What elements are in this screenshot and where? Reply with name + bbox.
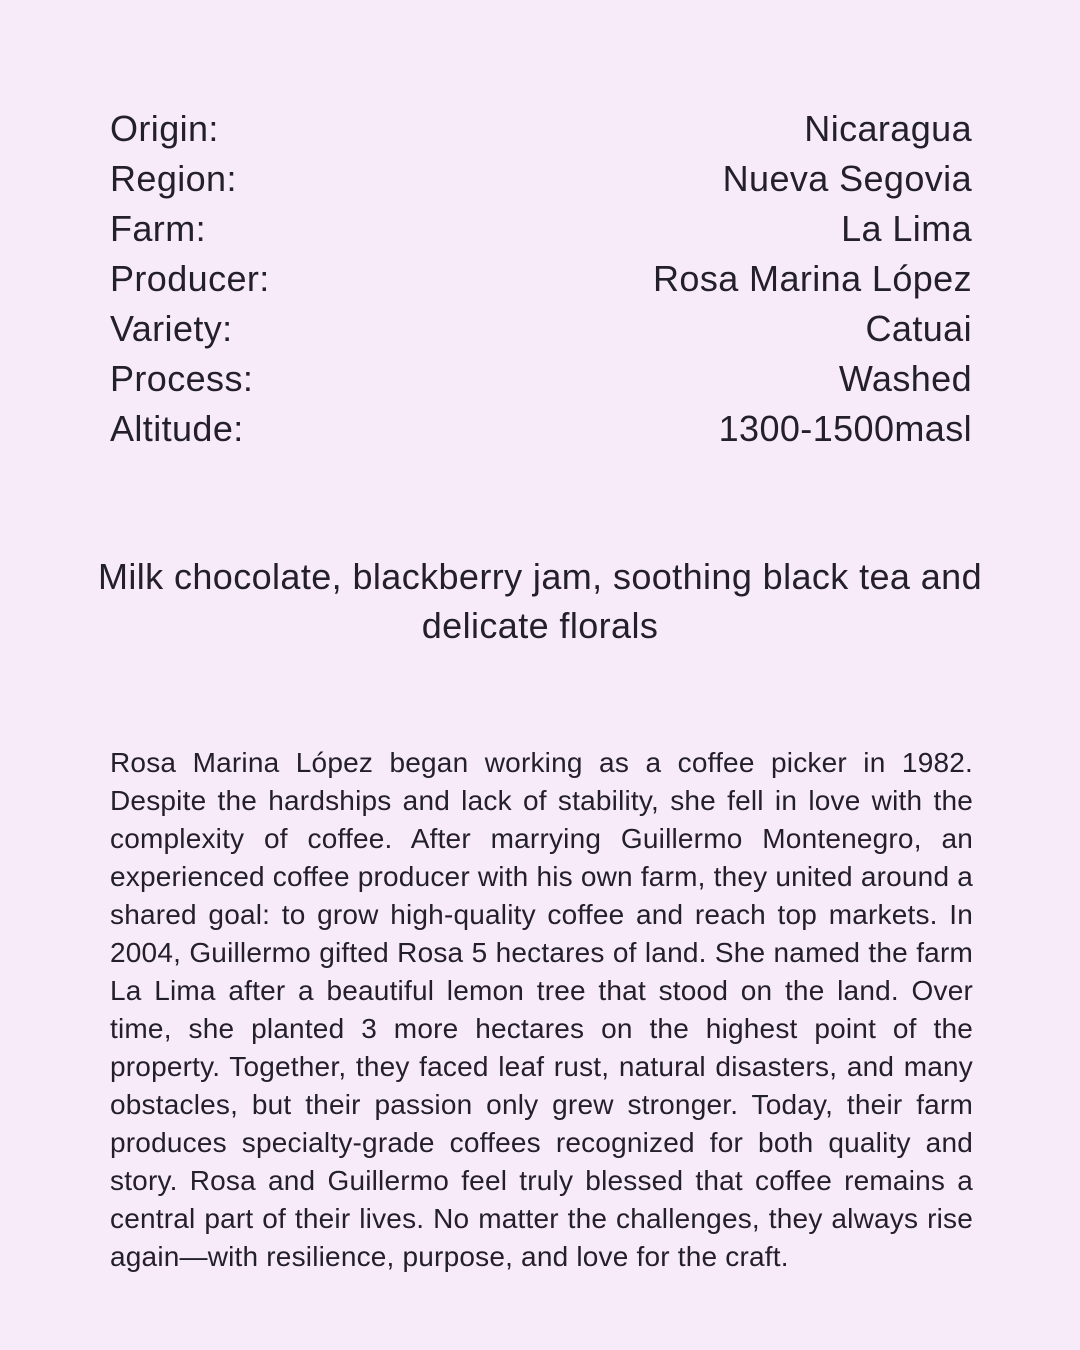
detail-value: Catuai [865, 308, 972, 349]
detail-row-farm [110, 204, 972, 254]
detail-value: Washed [838, 358, 972, 399]
detail-value: 1300-1500masl [718, 408, 972, 449]
detail-row-origin [110, 104, 972, 154]
detail-row-region [110, 154, 972, 204]
detail-row-producer [110, 254, 972, 304]
detail-label: Origin: [110, 108, 219, 149]
producer-story-paragraph: Rosa Marina López began working as a coffee picker in 1982. Despite the hardships and lack of stability, she fell in love with the complexity of coffee. After marrying Guillermo Montenegro, an experienced coffee producer with his own farm, they united around a shared goal: to grow high-quality coffee and reach top markets. In 2004, Guillermo gifted Rosa 5 hectares of land. She named the farm La Lima after a beautiful lemon tree that stood on the land. Over time, she planted 3 more hectares on the highest point of the property. Together, they faced leaf rust, natural disasters, and many obstacles, but their passion only grew stronger. Today, their farm produces specialty-grade coffees recognized for both quality and story. Rosa and Guillermo feel truly blessed that coffee remains a central part of their lives. No matter the challenges, they always rise again—with resilience, purpose, and love for the craft. [110, 747, 973, 1272]
detail-row-variety [110, 304, 972, 354]
detail-label: Process: [110, 358, 254, 399]
detail-label: Region: [110, 158, 237, 199]
detail-value: Nicaragua [804, 108, 972, 149]
detail-value: La Lima [841, 208, 972, 249]
detail-label: Altitude: [110, 408, 244, 449]
coffee-details-list [110, 104, 972, 454]
detail-label: Variety: [110, 308, 233, 349]
detail-row-altitude [110, 404, 972, 454]
detail-row-process [110, 354, 972, 404]
detail-value: Nueva Segovia [722, 158, 972, 199]
detail-label: Farm: [110, 208, 206, 249]
tasting-notes: Milk chocolate, blackberry jam, soothing black tea and delicate florals [97, 556, 983, 646]
detail-label: Producer: [110, 258, 270, 299]
detail-value: Rosa Marina López [653, 258, 972, 299]
